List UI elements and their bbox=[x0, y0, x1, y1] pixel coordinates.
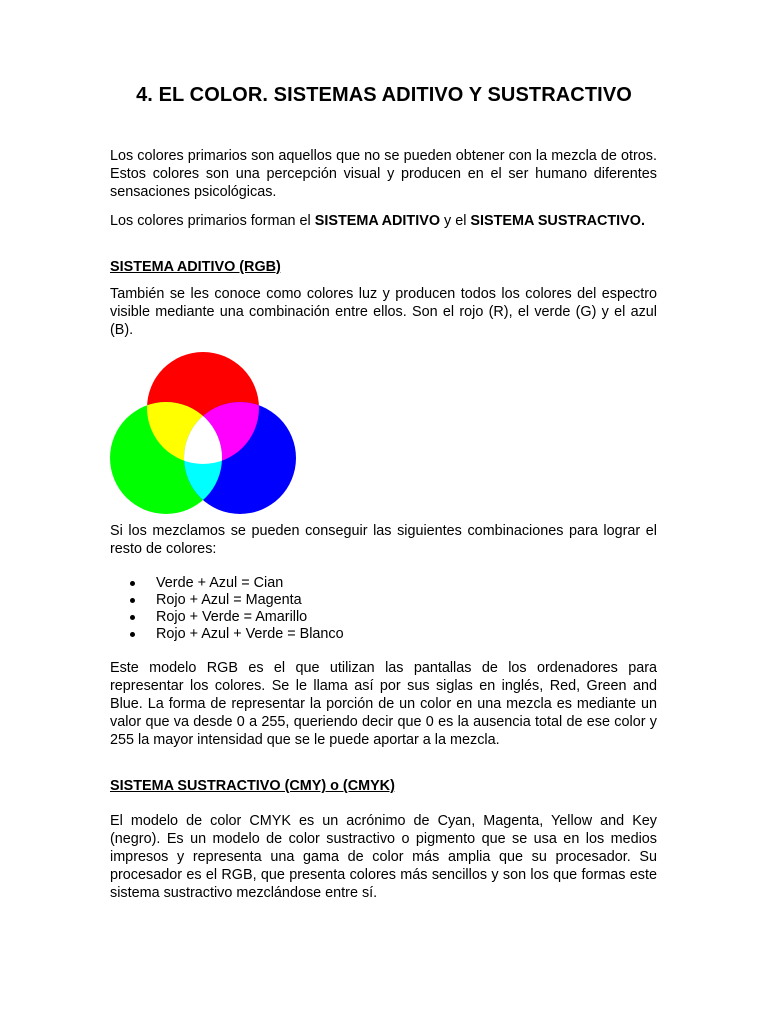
list-item: Rojo + Verde = Amarillo bbox=[110, 609, 344, 626]
sistema-sustractivo-term: SISTEMA SUSTRACTIVO. bbox=[470, 213, 645, 229]
bullet-icon bbox=[130, 632, 135, 637]
bullet-icon bbox=[130, 581, 135, 586]
list-item: Verde + Azul = Cian bbox=[110, 575, 344, 592]
list-item: Rojo + Azul + Verde = Blanco bbox=[110, 626, 344, 643]
sistema-aditivo-term: SISTEMA ADITIVO bbox=[314, 213, 441, 229]
list-item: Rojo + Azul = Magenta bbox=[110, 592, 344, 609]
bullet-icon bbox=[130, 615, 135, 620]
primary-systems-text: Los colores primarios forman el bbox=[110, 213, 315, 229]
aditivo-description: También se les conoce como colores luz y producen todos los colores del espectro visible mediante una combinación entre ellos. Son el rojo (R), el verde (G) y el azul (B). bbox=[110, 286, 657, 338]
page-title: 4. EL COLOR. SISTEMAS ADITIVO Y SUSTRACTIVO bbox=[136, 84, 632, 106]
primary-systems-paragraph bbox=[110, 212, 657, 230]
combinations-list bbox=[110, 575, 344, 643]
sustractivo-heading: SISTEMA SUSTRACTIVO (CMY) o (CMYK) bbox=[110, 778, 395, 794]
sustractivo-description: El modelo de color CMYK es un acrónimo de Cyan, Magenta, Yellow and Key (negro). Es un modelo de color sustractivo o pigmento que se usa en los medios impresos y representa una gama de color más amplia que su procesador. Su procesador es el RGB, que presenta colores más sencillos y son los que formas este sistema sustractivo mezclándose entre sí. bbox=[110, 813, 657, 901]
rgb-model-paragraph: Este modelo RGB es el que utilizan las pantallas de los ordenadores para representar los colores. Se le llama así por sus siglas en inglés, Red, Green and Blue. La forma de representar la porción de un color en una mezcla es mediante un valor que va desde 0 a 255, queriendo decir que 0 es la ausencia total de ese color y 255 la mayor intensidad que se le puede aportar a la mezcla. bbox=[110, 660, 657, 748]
rgb-additive-diagram bbox=[107, 352, 299, 514]
aditivo-heading: SISTEMA ADITIVO (RGB) bbox=[110, 259, 281, 275]
intro-paragraph: Los colores primarios son aquellos que no se pueden obtener con la mezcla de otros. Estos colores son una percepción visual y producen en el ser humano diferentes sensaciones psicológicas. bbox=[110, 148, 657, 200]
bullet-icon bbox=[130, 598, 135, 603]
primary-systems-connector: y el bbox=[440, 213, 471, 229]
combinations-intro: Si los mezclamos se pueden conseguir las siguientes combinaciones para lograr el resto de colores: bbox=[110, 523, 657, 557]
